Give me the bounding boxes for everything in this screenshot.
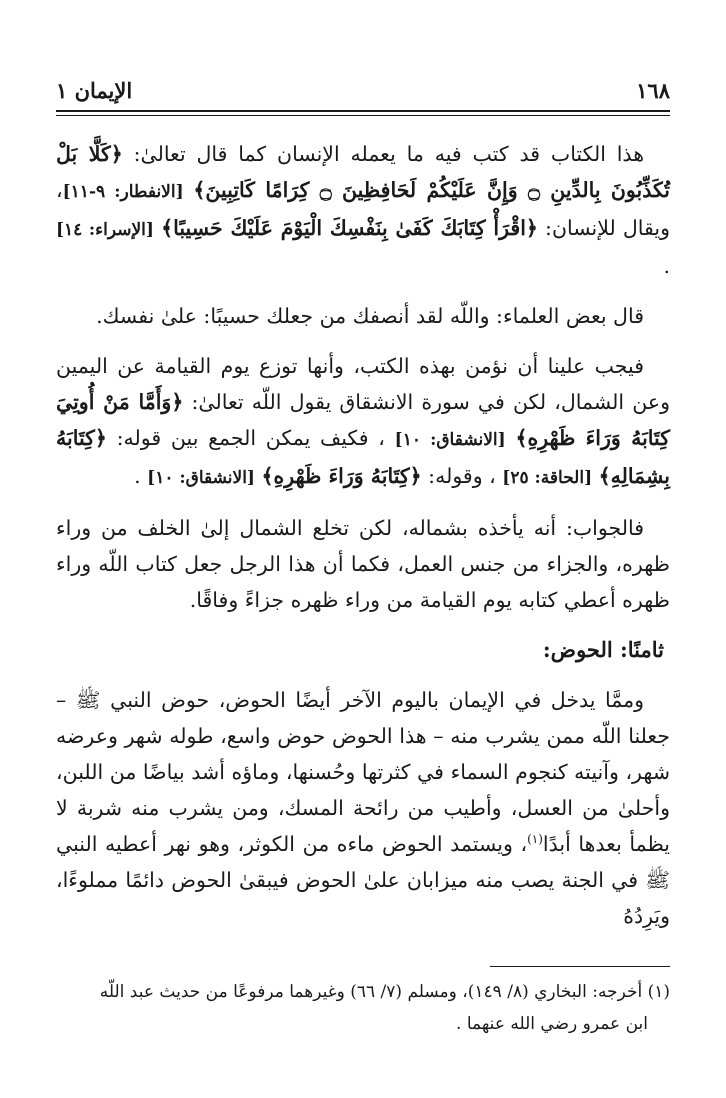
section-heading: ثامنًا: الحوض: (542, 637, 664, 662)
book-page (56, 0, 670, 1098)
quran-verse: ﴿كِتَابَهُ وَرَاءَ ظَهْرِهِ﴾ (261, 464, 422, 488)
verse-reference: [الانشقاق: ١٠] (147, 468, 255, 488)
paragraph-1 (56, 136, 670, 284)
text-span: فيجب علينا أن نؤمن بهذه الكتب، وأنها توزع يوم القيامة عن اليمين وعن الشمال، لكن في سورة الانشقاق يقول اللّه تعالىٰ: (56, 354, 670, 414)
page-body (56, 136, 670, 948)
text-span: . (134, 464, 148, 488)
paragraph-2: قال بعض العلماء: واللّه لقد أنصفك من جعلك حسيبًا: علىٰ نفسك. (96, 304, 644, 328)
verse-reference: [الإسراء: ١٤] (56, 220, 154, 240)
paragraph-3 (56, 348, 670, 496)
page-number: ١٦٨ (636, 77, 670, 103)
text-span: ، فكيف يمكن الجمع بين قوله: (106, 426, 395, 450)
paragraph-5 (56, 682, 670, 934)
header-rule (56, 110, 670, 112)
footnote-marker[interactable]: (١) (527, 832, 543, 847)
quran-verse: ﴿اقْرَأْ كِتَابَكَ كَفَىٰ بِنَفْسِكَ الْيَوْمَ عَلَيْكَ حَسِيبًا﴾ (161, 216, 538, 240)
text-span: . (663, 254, 670, 278)
quran-verse: ﴿وَأَمَّا مَنْ أُوتِيَ كِتَابَهُ وَرَاءَ ظَهْرِهِ﴾ (56, 390, 670, 450)
footnotes (56, 976, 670, 1040)
footnote-1-line-1: (١) أخرجه: البخاري (٨/ ١٤٩)، ومسلم (٧/ ٦٦) وغيرهما مرفوعًا من حديث عبد اللّه (99, 982, 670, 1002)
text-span: وممَّا يدخل في الإيمان باليوم الآخر أيضًا الحوض، حوض النبي ﷺ – جعلنا اللّه ممن يشرب منه – هذا الحوض حوض واسع، طوله شهر وعرضه شهر، وآنيته كنجوم السماء في كثرتها وحُسنها، وماؤه أشد بياضًا من اللبن، وأحلىٰ من العسل، وأطيب من رائحة المسك، ومن يشرب منه شربة لا يظمأ بعدها أبدًا (56, 688, 671, 856)
paragraph-4: فالجواب: أنه يأخذه بشماله، لكن تخلع الشمال إلىٰ الخلف من وراء ظهره، والجزاء من جنس العمل، فكما أن هذا الرجل جعل كتاب اللّه وراء ظهره أعطي كتابه يوم القيامة من وراء ظهره جزاءً وفاقًا. (56, 516, 670, 612)
header-rule-thin (56, 115, 670, 116)
verse-reference: [الانفطار: ٩-١١] (62, 182, 184, 202)
text-span: هذا الكتاب قد كتب فيه ما يعمله الإنسان كما قال تعالىٰ: (122, 142, 645, 166)
quran-verse: ﴿كِتَابَهُ بِشِمَالِهِ﴾ (56, 426, 670, 488)
footnote-separator (490, 966, 670, 967)
verse-reference: [الانشقاق: ١٠] (394, 430, 506, 450)
footnote-1-line-2: ابن عمرو رضي الله عنهما . (456, 1014, 648, 1034)
quran-verse: ﴿كَلَّا بَلْ تُكَذِّبُونَ بِالدِّينِ ۝ وَإِنَّ عَلَيْكُمْ لَحَافِظِينَ ۝ كِرَامًا كَاتِبِينَ﴾ (56, 142, 671, 202)
text-span: ، ويقال للإنسان: (56, 178, 670, 240)
verse-reference: [الحاقة: ٢٥] (502, 468, 593, 488)
running-header (56, 72, 670, 108)
book-title: الإيمان ١ (56, 77, 133, 103)
text-span: ، وقوله: (421, 464, 503, 488)
text-span: ، ويستمد الحوض ماءه من الكوثر، وهو نهر أعطيه النبي ﷺ في الجنة يصب منه ميزابان علىٰ الحوض فيبقىٰ الحوض دائمًا مملوءًا، ويَرِدُهُ (56, 832, 670, 928)
